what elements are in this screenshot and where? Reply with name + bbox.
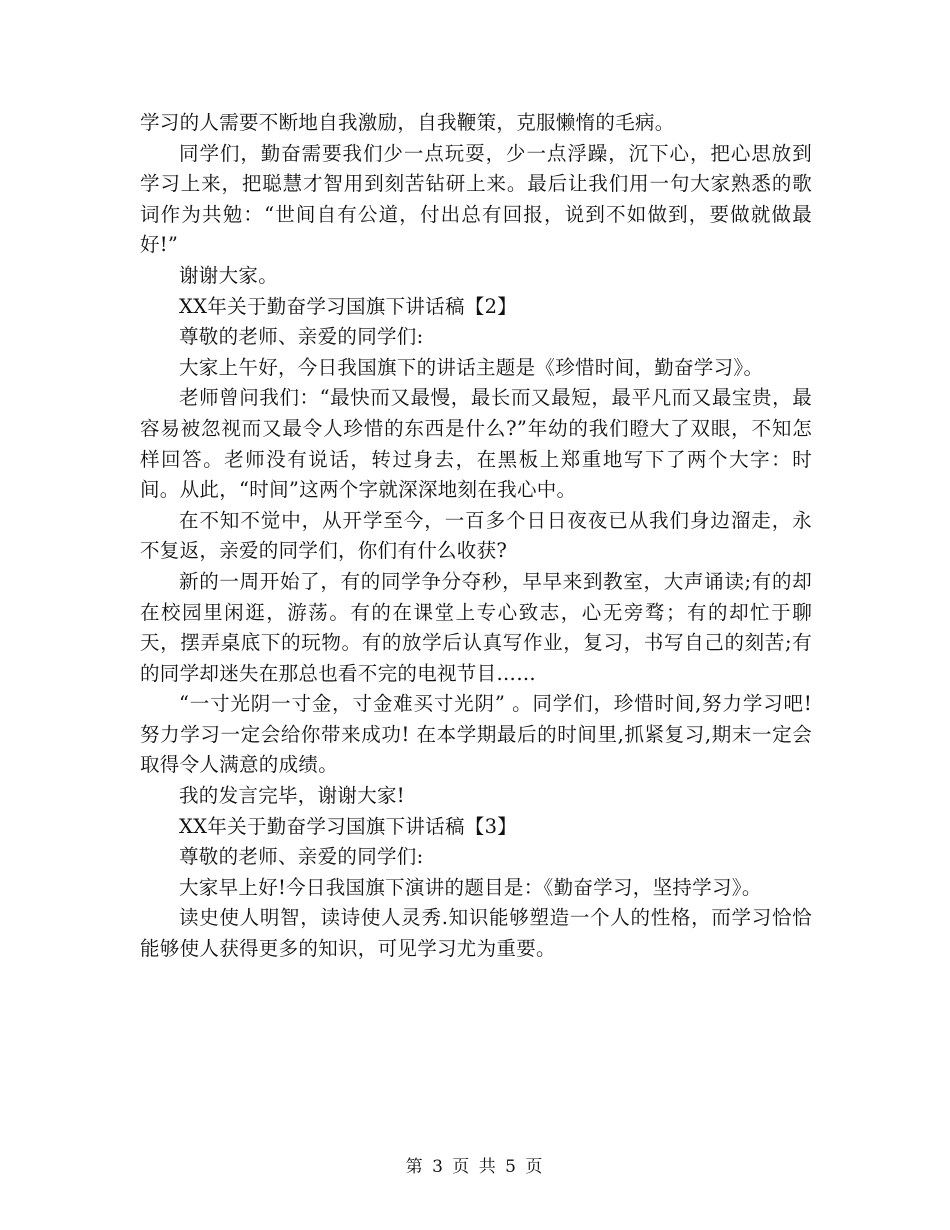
salutation-2: 尊敬的老师、亲爱的同学们: — [179, 325, 424, 349]
section-heading-3: XX年关于勤奋学习国旗下讲话稿【3】 — [179, 814, 518, 838]
page-number-label: 第 3 页 共 5 页 — [405, 1157, 545, 1177]
section-heading-2: XX年关于勤奋学习国旗下讲话稿【2】 — [179, 294, 518, 318]
paragraph-15: 读史使人明智，读诗使人灵秀.知识能够塑造一个人的性格，而学习恰恰能够使人获得更多的知识，可见学习尤为重要。 — [140, 906, 812, 961]
paragraph-3: 谢谢大家。 — [179, 263, 279, 287]
paragraph-10: “一寸光阴一寸金，寸金难买寸光阴” 。同学们，珍惜时间,努力学习吧! 努力学习一定会给你带来成功! 在本学期最后的时间里,抓紧复习,期末一定会取得令人满意的成绩。 — [140, 692, 812, 777]
paragraph-7: 老师曾问我们：“最快而又最慢，最长而又最短，最平凡而又最宝贵，最容易被忽视而又最令人珍惜的东西是什么?”年幼的我们瞪大了双眼，不知怎样回答。老师没有说话，转过身去，在黑板上郑重地写下了两个大字：时间。从此，“时间”这两个字就深深地刻在我心中。 — [140, 386, 812, 502]
paragraph-11: 我的发言完毕，谢谢大家! — [179, 784, 405, 808]
paragraph-14: 大家早上好!今日我国旗下演讲的题目是：《勤奋学习，坚持学习》。 — [179, 875, 762, 899]
paragraph-6: 大家上午好，今日我国旗下的讲话主题是《珍惜时间，勤奋学习》。 — [179, 355, 764, 379]
paragraph-9: 新的一周开始了，有的同学争分夺秒，早早来到教室，大声诵读;有的却在校园里闲逛，游荡。有的在课堂上专心致志，心无旁骛；有的却忙于聊天，摆弄桌底下的玩物。有的放学后认真写作业，复习，书写自己的刻苦;有的同学却迷失在那总也看不完的电视节目…… — [140, 569, 812, 685]
paragraph-2: 同学们，勤奋需要我们少一点玩耍，少一点浮躁，沉下心，把心思放到学习上来，把聪慧才智用到刻苦钻研上来。最后让我们用一句大家熟悉的歌词作为共勉：“世间自有公道，付出总有回报，说到不如做到，要做就做最好!” — [140, 141, 812, 257]
page-footer — [0, 1152, 950, 1177]
paragraph-1: 学习的人需要不断地自我激励，自我鞭策，克服懒惰的毛病。 — [140, 111, 675, 134]
salutation-3: 尊敬的老师、亲爱的同学们: — [179, 845, 424, 869]
document-body — [140, 108, 812, 965]
paragraph-8: 在不知不觉中，从开学至今，一百多个日日夜夜已从我们身边溜走，永不复返，亲爱的同学们，你们有什么收获? — [140, 508, 812, 563]
